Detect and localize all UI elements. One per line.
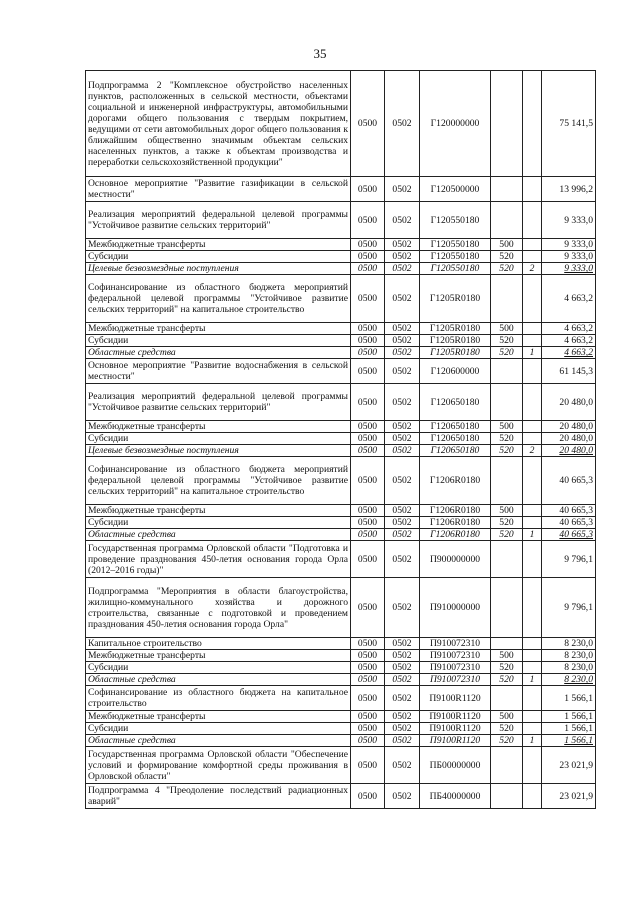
amount: 61 145,3 <box>542 359 596 384</box>
table-row <box>86 517 596 529</box>
amount: 4 663,2 <box>542 335 596 347</box>
subsection-code: 0502 <box>385 578 420 638</box>
table-row <box>86 445 596 457</box>
row-name: Основное мероприятие "Развитие водоснабжения в сельской местности" <box>86 359 351 384</box>
target-code: Г1206R0180 <box>420 529 491 541</box>
funding-source: 2 <box>523 263 542 275</box>
amount: 23 021,9 <box>542 784 596 809</box>
expense-type-code: 520 <box>491 347 523 359</box>
amount: 8 230,0 <box>542 650 596 662</box>
target-code: П910072310 <box>420 674 491 686</box>
subsection-code: 0502 <box>385 421 420 433</box>
amount: 1 566,1 <box>542 723 596 735</box>
row-name: Реализация мероприятий федеральной целевой программы "Устойчивое развитие сельских территорий" <box>86 202 351 239</box>
section-code: 0500 <box>351 541 385 578</box>
funding-source <box>523 71 542 177</box>
row-name: Целевые безвозмездные поступления <box>86 445 351 457</box>
subsection-code: 0502 <box>385 747 420 784</box>
amount: 8 230,0 <box>542 638 596 650</box>
target-code: Г1206R0180 <box>420 457 491 505</box>
funding-source <box>523 359 542 384</box>
funding-source <box>523 578 542 638</box>
section-code: 0500 <box>351 433 385 445</box>
row-name: Областные средства <box>86 735 351 747</box>
row-name: Межбюджетные трансферты <box>86 421 351 433</box>
amount: 4 663,2 <box>542 275 596 323</box>
row-name: Основное мероприятие "Развитие газификации в сельской местности" <box>86 177 351 202</box>
target-code: П9100R1120 <box>420 735 491 747</box>
expense-type-code: 520 <box>491 674 523 686</box>
section-code: 0500 <box>351 347 385 359</box>
expense-type-code <box>491 638 523 650</box>
section-code: 0500 <box>351 445 385 457</box>
row-name: Государственная программа Орловской области "Подготовка и проведение празднования 450-летия основания города Орла (2012–2016 годы)" <box>86 541 351 578</box>
table-row <box>86 529 596 541</box>
section-code: 0500 <box>351 638 385 650</box>
funding-source <box>523 323 542 335</box>
row-name: Реализация мероприятий федеральной целевой программы "Устойчивое развитие сельских территорий" <box>86 384 351 421</box>
subsection-code: 0502 <box>385 735 420 747</box>
expense-type-code <box>491 784 523 809</box>
subsection-code: 0502 <box>385 541 420 578</box>
expense-type-code <box>491 384 523 421</box>
expense-type-code <box>491 177 523 202</box>
target-code: Г1205R0180 <box>420 323 491 335</box>
amount: 23 021,9 <box>542 747 596 784</box>
expense-type-code <box>491 359 523 384</box>
table-row <box>86 686 596 711</box>
row-name: Субсидии <box>86 251 351 263</box>
funding-source: 1 <box>523 347 542 359</box>
table-row <box>86 747 596 784</box>
subsection-code: 0502 <box>385 457 420 505</box>
funding-source <box>523 421 542 433</box>
row-name: Софинансирование из областного бюджета мероприятий федеральной целевой программы "Устойчивое развитие сельских территорий" на капитальное строительство <box>86 275 351 323</box>
section-code: 0500 <box>351 711 385 723</box>
section-code: 0500 <box>351 323 385 335</box>
section-code: 0500 <box>351 384 385 421</box>
amount: 8 230,0 <box>542 674 596 686</box>
section-code: 0500 <box>351 517 385 529</box>
row-name: Подпрограмма "Мероприятия в области благоустройства, жилищно-коммунального хозяйства и дорожного строительства, связанные с подготовкой и проведением празднования 450-летия основания города Орла" <box>86 578 351 638</box>
subsection-code: 0502 <box>385 662 420 674</box>
funding-source <box>523 638 542 650</box>
page-number: 35 <box>313 46 327 61</box>
subsection-code: 0502 <box>385 505 420 517</box>
table-row <box>86 674 596 686</box>
section-code: 0500 <box>351 723 385 735</box>
target-code: П9100R1120 <box>420 686 491 711</box>
target-code: ПБ40000000 <box>420 784 491 809</box>
funding-source <box>523 202 542 239</box>
row-name: Субсидии <box>86 662 351 674</box>
target-code: П9100R1120 <box>420 711 491 723</box>
row-name: Субсидии <box>86 433 351 445</box>
table-row <box>86 421 596 433</box>
expense-type-code: 500 <box>491 650 523 662</box>
amount: 20 480,0 <box>542 433 596 445</box>
section-code: 0500 <box>351 578 385 638</box>
table-row <box>86 784 596 809</box>
subsection-code: 0502 <box>385 638 420 650</box>
subsection-code: 0502 <box>385 71 420 177</box>
table-row <box>86 71 596 177</box>
table-row <box>86 650 596 662</box>
target-code: Г1206R0180 <box>420 517 491 529</box>
amount: 9 333,0 <box>542 202 596 239</box>
row-name: Межбюджетные трансферты <box>86 323 351 335</box>
subsection-code: 0502 <box>385 323 420 335</box>
expense-type-code: 520 <box>491 529 523 541</box>
subsection-code: 0502 <box>385 263 420 275</box>
expense-type-code <box>491 71 523 177</box>
table-row <box>86 239 596 251</box>
funding-source <box>523 251 542 263</box>
expense-type-code <box>491 457 523 505</box>
funding-source <box>523 177 542 202</box>
expense-type-code <box>491 747 523 784</box>
table-row <box>86 662 596 674</box>
expense-type-code: 520 <box>491 263 523 275</box>
section-code: 0500 <box>351 674 385 686</box>
expense-type-code: 520 <box>491 662 523 674</box>
section-code: 0500 <box>351 177 385 202</box>
table-row <box>86 735 596 747</box>
funding-source <box>523 711 542 723</box>
table-row <box>86 457 596 505</box>
section-code: 0500 <box>351 784 385 809</box>
row-name: Подпрограмма 2 "Комплексное обустройство населенных пунктов, расположенных в сельской местности, объектами социальной и инженерной инфраструктуры, автомобильными дорогами общего пользования с твердым покрытием, ведущими от сети автомобильных дорог общего пользования к ближайшим общественно значимым объектам сельских населенных пунктов, а также к объектам производства и переработки сельскохозяйственной продукции" <box>86 71 351 177</box>
section-code: 0500 <box>351 662 385 674</box>
amount: 40 665,3 <box>542 517 596 529</box>
expense-type-code: 520 <box>491 517 523 529</box>
expense-type-code <box>491 578 523 638</box>
subsection-code: 0502 <box>385 251 420 263</box>
funding-source <box>523 650 542 662</box>
expense-type-code <box>491 541 523 578</box>
subsection-code: 0502 <box>385 517 420 529</box>
expense-type-code: 520 <box>491 735 523 747</box>
section-code: 0500 <box>351 251 385 263</box>
table-row <box>86 505 596 517</box>
table-row <box>86 541 596 578</box>
expense-type-code: 500 <box>491 239 523 251</box>
funding-source: 2 <box>523 445 542 457</box>
row-name: Капитальное строительство <box>86 638 351 650</box>
subsection-code: 0502 <box>385 711 420 723</box>
target-code: Г1205R0180 <box>420 347 491 359</box>
funding-source: 1 <box>523 529 542 541</box>
section-code: 0500 <box>351 421 385 433</box>
expense-type-code: 500 <box>491 505 523 517</box>
funding-source: 1 <box>523 674 542 686</box>
target-code: П900000000 <box>420 541 491 578</box>
section-code: 0500 <box>351 650 385 662</box>
expense-type-code <box>491 202 523 239</box>
table-body <box>86 71 596 809</box>
target-code: Г120650180 <box>420 433 491 445</box>
section-code: 0500 <box>351 529 385 541</box>
table-row <box>86 251 596 263</box>
section-code: 0500 <box>351 202 385 239</box>
row-name: Субсидии <box>86 517 351 529</box>
target-code: Г1205R0180 <box>420 275 491 323</box>
row-name: Областные средства <box>86 529 351 541</box>
subsection-code: 0502 <box>385 202 420 239</box>
section-code: 0500 <box>351 457 385 505</box>
amount: 4 663,2 <box>542 323 596 335</box>
target-code: Г120550180 <box>420 251 491 263</box>
amount: 40 665,3 <box>542 457 596 505</box>
target-code: Г120600000 <box>420 359 491 384</box>
target-code: П910072310 <box>420 650 491 662</box>
funding-source <box>523 541 542 578</box>
funding-source <box>523 335 542 347</box>
subsection-code: 0502 <box>385 347 420 359</box>
target-code: П910000000 <box>420 578 491 638</box>
amount: 4 663,2 <box>542 347 596 359</box>
subsection-code: 0502 <box>385 784 420 809</box>
section-code: 0500 <box>351 71 385 177</box>
expense-type-code: 500 <box>491 323 523 335</box>
subsection-code: 0502 <box>385 335 420 347</box>
amount: 20 480,0 <box>542 445 596 457</box>
subsection-code: 0502 <box>385 384 420 421</box>
target-code: Г1206R0180 <box>420 505 491 517</box>
row-name: Субсидии <box>86 335 351 347</box>
row-name: Межбюджетные трансферты <box>86 650 351 662</box>
section-code: 0500 <box>351 239 385 251</box>
section-code: 0500 <box>351 335 385 347</box>
subsection-code: 0502 <box>385 723 420 735</box>
amount: 9 333,0 <box>542 263 596 275</box>
funding-source <box>523 686 542 711</box>
subsection-code: 0502 <box>385 177 420 202</box>
funding-source <box>523 433 542 445</box>
row-name: Межбюджетные трансферты <box>86 711 351 723</box>
amount: 20 480,0 <box>542 384 596 421</box>
amount: 9 796,1 <box>542 578 596 638</box>
subsection-code: 0502 <box>385 239 420 251</box>
target-code: Г120650180 <box>420 445 491 457</box>
target-code: Г120550180 <box>420 239 491 251</box>
section-code: 0500 <box>351 735 385 747</box>
target-code: Г1205R0180 <box>420 335 491 347</box>
section-code: 0500 <box>351 275 385 323</box>
table-row <box>86 359 596 384</box>
row-name: Государственная программа Орловской области "Обеспечение условий и формирование комфортной среды проживания в Орловской области" <box>86 747 351 784</box>
subsection-code: 0502 <box>385 433 420 445</box>
table-row <box>86 638 596 650</box>
subsection-code: 0502 <box>385 445 420 457</box>
table-row <box>86 433 596 445</box>
amount: 75 141,5 <box>542 71 596 177</box>
funding-source: 1 <box>523 735 542 747</box>
subsection-code: 0502 <box>385 674 420 686</box>
table-row <box>86 711 596 723</box>
target-code: Г120550180 <box>420 202 491 239</box>
amount: 9 333,0 <box>542 239 596 251</box>
expense-type-code: 500 <box>491 711 523 723</box>
amount: 40 665,3 <box>542 505 596 517</box>
row-name: Софинансирование из областного бюджета на капитальное строительство <box>86 686 351 711</box>
target-code: Г120650180 <box>420 384 491 421</box>
funding-source <box>523 505 542 517</box>
table-row <box>86 347 596 359</box>
table-row <box>86 177 596 202</box>
amount: 40 665,3 <box>542 529 596 541</box>
section-code: 0500 <box>351 263 385 275</box>
amount: 1 566,1 <box>542 735 596 747</box>
table-row <box>86 723 596 735</box>
subsection-code: 0502 <box>385 686 420 711</box>
target-code: Г120000000 <box>420 71 491 177</box>
target-code: П9100R1120 <box>420 723 491 735</box>
table-row <box>86 275 596 323</box>
section-code: 0500 <box>351 686 385 711</box>
expense-type-code: 500 <box>491 421 523 433</box>
expense-type-code <box>491 275 523 323</box>
section-code: 0500 <box>351 359 385 384</box>
row-name: Подпрограмма 4 "Преодоление последствий радиационных аварий" <box>86 784 351 809</box>
expense-type-code <box>491 686 523 711</box>
expense-type-code: 520 <box>491 251 523 263</box>
section-code: 0500 <box>351 505 385 517</box>
target-code: ПБ00000000 <box>420 747 491 784</box>
target-code: Г120500000 <box>420 177 491 202</box>
row-name: Целевые безвозмездные поступления <box>86 263 351 275</box>
row-name: Областные средства <box>86 674 351 686</box>
funding-source <box>523 517 542 529</box>
subsection-code: 0502 <box>385 359 420 384</box>
funding-source <box>523 723 542 735</box>
funding-source <box>523 384 542 421</box>
funding-source <box>523 747 542 784</box>
amount: 13 996,2 <box>542 177 596 202</box>
subsection-code: 0502 <box>385 275 420 323</box>
budget-table <box>85 70 596 809</box>
row-name: Областные средства <box>86 347 351 359</box>
amount: 1 566,1 <box>542 711 596 723</box>
section-code: 0500 <box>351 747 385 784</box>
table-row <box>86 202 596 239</box>
subsection-code: 0502 <box>385 529 420 541</box>
table-row <box>86 323 596 335</box>
table-row <box>86 335 596 347</box>
expense-type-code: 520 <box>491 433 523 445</box>
row-name: Софинансирование из областного бюджета мероприятий федеральной целевой программы "Устойчивое развитие сельских территорий" на капитальное строительство <box>86 457 351 505</box>
funding-source <box>523 457 542 505</box>
target-code: П910072310 <box>420 662 491 674</box>
table-row <box>86 578 596 638</box>
expense-type-code: 520 <box>491 335 523 347</box>
amount: 9 333,0 <box>542 251 596 263</box>
amount: 9 796,1 <box>542 541 596 578</box>
target-code: Г120650180 <box>420 421 491 433</box>
table-row <box>86 263 596 275</box>
table-row <box>86 384 596 421</box>
row-name: Субсидии <box>86 723 351 735</box>
subsection-code: 0502 <box>385 650 420 662</box>
expense-type-code: 520 <box>491 445 523 457</box>
row-name: Межбюджетные трансферты <box>86 239 351 251</box>
amount: 1 566,1 <box>542 686 596 711</box>
target-code: Г120550180 <box>420 263 491 275</box>
amount: 8 230,0 <box>542 662 596 674</box>
target-code: П910072310 <box>420 638 491 650</box>
funding-source <box>523 275 542 323</box>
amount: 20 480,0 <box>542 421 596 433</box>
funding-source <box>523 239 542 251</box>
funding-source <box>523 784 542 809</box>
funding-source <box>523 662 542 674</box>
expense-type-code: 520 <box>491 723 523 735</box>
row-name: Межбюджетные трансферты <box>86 505 351 517</box>
